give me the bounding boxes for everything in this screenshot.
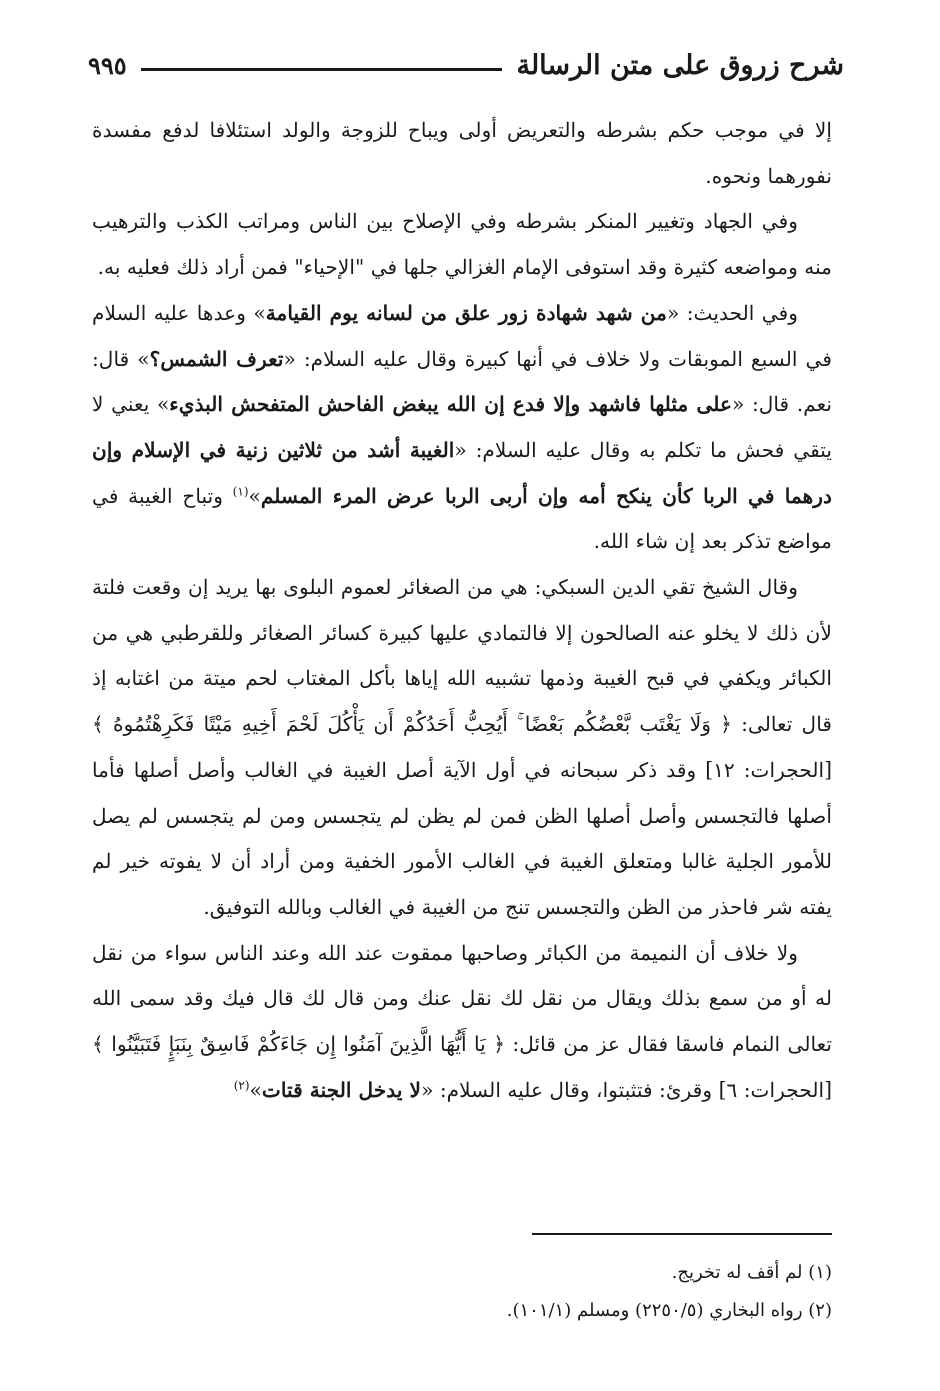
text-span: » [248, 483, 261, 508]
text-span: ﴾ [الحجرات: ١٢] وقد ذكر سبحانه في أول الآية أصل الغيبة في الغالب وأصل أصلها فأما أصلها فالتجسس وأصل أصلها الظن فمن لم يظن لم يتجسس ومن لم يتجسس لم يصل للأمور الجلية غالبا ومتعلق الغيبة في الغالب الأمور الخفية ومن أراد أن لا يفوته خير لم يفته شر فاحذر من الظن والتجسس تنج من الغيبة في الغالب وبالله التوفيق. [92, 712, 832, 919]
quran-verse: وَلَا يَغْتَب بَّعْضُكُم بَعْضًا ۚ أَيُحِبُّ أَحَدُكُمْ أَن يَأْكُلَ لَحْمَ أَخِيهِ مَيْتًا فَكَرِهْتُمُوهُ [112, 712, 712, 737]
paragraph-4 [92, 565, 832, 931]
text-span: » يعني لا يتقي فحش ما تكلم به وقال عليه السلام: « [92, 392, 832, 462]
footnote-separator [532, 1233, 832, 1235]
hadith-quote: لا يدخل الجنة قتات [261, 1077, 422, 1102]
paragraph-3 [92, 291, 832, 565]
text-span: وتباح الغيبة في مواضع تذكر بعد إن شاء الله. [92, 483, 832, 554]
quran-verse: يَا أَيُّهَا الَّذِينَ آمَنُوا إِن جَاءَكُمْ فَاسِقٌ بِنَبَإٍ فَتَبَيَّنُوا [111, 1032, 486, 1057]
hadith-quote: على مثلها فاشهد وإلا فدع إن الله يبغض الفاحش المتفحش البذيء [169, 392, 733, 417]
text-span: » قال: نعم. قال: « [92, 346, 832, 417]
text-span: وفي الحديث: « [666, 300, 798, 325]
header-rule [141, 68, 503, 71]
paragraph-1: إلا في موجب حكم بشرطه والتعريض أولى ويباح للزوجة والولد استئلافا لدفع مفسدة نفورهما ونحوه. [92, 118, 832, 188]
text-span: وقال الشيخ تقي الدين السبكي: هي من الصغائر لعموم البلوى بها يريد إن وقعت فلتة لأن ذلك لا يخلو عنه الصالحون إلا فالتمادي عليها كبيرة كسائر الصغائر وللقرطبي هي من الكبائر ويكفي في قبح الغيبة وذمها تشبيه الله إياها بأكل المغتاب لحم ميتة من اغتابه إذ قال تعالى: ﴿ [92, 575, 832, 737]
footnote-ref-2[interactable]: (٢) [233, 1078, 250, 1093]
paragraph-5 [92, 931, 832, 1114]
hadith-quote: تعرف الشمس؟ [149, 346, 284, 371]
text-span: ﴾ [الحجرات: ٦] وقرئ: فتثبتوا، وقال عليه السلام: « [92, 1032, 832, 1102]
footnote-2: (٢) رواه البخاري (٢٢٥٠/٥) ومسلم (١٠١/١). [506, 1300, 832, 1321]
text-span: » وعدها عليه السلام في السبع الموبقات ولا خلاف في أنها كبيرة وقال عليه السلام: « [92, 300, 832, 371]
footnotes [92, 1254, 832, 1330]
hadith-quote: من شهد شهادة زور علق من لسانه يوم القيامة [265, 300, 667, 325]
hadith-quote: الغيبة أشد من ثلاثين زنية في الإسلام وإن درهما في الربا كأن ينكح أمه وإن أربى الربا عرض المرء المسلم [92, 437, 833, 508]
page-header [88, 42, 844, 88]
paragraph-2: وفي الجهاد وتغيير المنكر بشرطه وفي الإصلاح بين الناس ومراتب الكذب والترهيب منه ومواضعه كثيرة وقد استوفى الإمام الغزالي جلها في "الإحياء" فمن أراد ذلك فعليه به. [92, 209, 832, 280]
footnote-1: (١) لم أقف له تخريج. [671, 1262, 832, 1283]
text-span: » [249, 1077, 262, 1102]
running-title: شرح زروق على متن الرسالة [516, 49, 844, 81]
page-number: ٩٩٥ [88, 50, 127, 80]
text-span: ولا خلاف أن النميمة من الكبائر وصاحبها ممقوت عند الله وعند الناس سواء من نقل له أو من سمع بذلك ويقال من نقل لك نقل عنك ومن قال لك قال فيك وقد سمى الله تعالى النمام فاسقا فقال عز من قائل: ﴿ [92, 940, 832, 1057]
main-text [92, 108, 832, 1113]
footnote-ref-1[interactable]: (١) [232, 483, 249, 498]
